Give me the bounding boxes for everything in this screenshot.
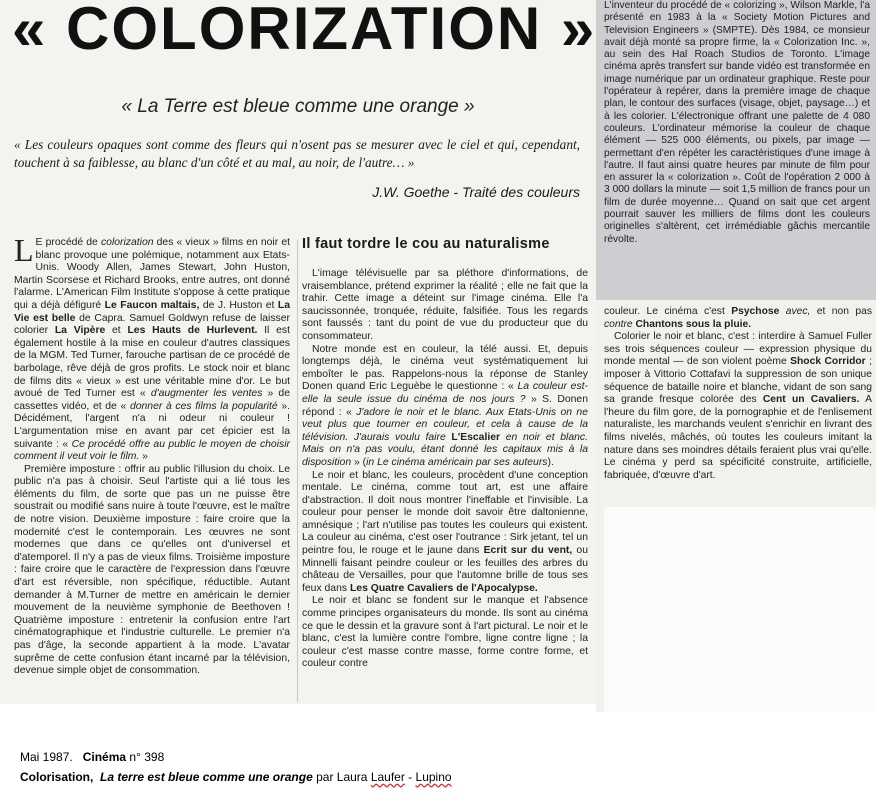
caption-line-2 <box>20 767 452 787</box>
film-title: L'Escalier <box>445 431 501 443</box>
column-1-paragraph-1 <box>14 232 291 464</box>
article-column-3 <box>604 306 872 482</box>
caption-dash: - <box>404 770 416 784</box>
text-run: de J. Huston et <box>199 299 278 311</box>
italic-run: contre <box>604 318 633 330</box>
text-run: ou Minnelli faisant peindre couleur or les feuilles des arbres du château de Versailles, pour que l'automne brille de tous ses feux dans <box>302 545 588 594</box>
text-run: Colorier le noir et blanc, c'est : interdire à Samuel Fuller ses trois séquences couleur — expression physique du monde mental — de son violent poème <box>604 331 872 368</box>
film-title: Le Faucon maltais, <box>104 299 200 311</box>
caption-line-1 <box>20 747 452 767</box>
film-title: La Vie est belle <box>14 299 291 324</box>
text-run: Il est également hostile à la mise en couleur d'autres classiques de la MGM. Ted Turner, farouche partisan de ce procédé de barbolage, rêve déjà de gros profits. Le stock noir et blanc de films dits « vieux » est une véritable mine d'or. Le but avoué de Ted Turner est « <box>14 325 290 400</box>
text-run: A l'heure du film gore, de la pornographie et de l'enlisement naturaliste, les marchands veulent s'enrichir en livrant des films nivelés, mâchés, où toutes les couleurs imitant la nature dans ses moindres détails feraient plus vrai qu'elle. Le cinéma y perd sa spécificité construite, artificielle, fabriquée, d'œuvre d'art. <box>604 394 873 481</box>
film-title: Cent un Cavaliers. <box>762 394 860 406</box>
italic-run: J'adore le noir et le blanc. Aux Etats-Unis on ne veut plus que tourner en couleur, et cela à cause de la télévision. J'aurais voulu faire <box>302 406 588 443</box>
italic-run: donner à ces films la popularité <box>129 400 278 412</box>
text-run: couleur. Le cinéma c'est <box>604 306 732 317</box>
column-2-paragraph-1: L'image télévisuelle par sa pléthore d'informations, de vraisemblance, prétend exprimer la réalité ; elle ne fait que la trahir. Cette image a déteint sur l'image cinéma. Elle l'a saucissonnée, tronquée, réduite, falsifiée. Tous les regards sont faussés : tant du point de vue du producteur que du consommateur. <box>302 268 588 342</box>
italic-run: colorization <box>100 237 154 248</box>
text-run: et non pas <box>810 306 872 317</box>
column-2-paragraph-2 <box>302 344 588 470</box>
film-title: Les Hauts de Hurlevent. <box>127 325 258 337</box>
caption-date: Mai 1987. <box>20 750 73 764</box>
section-title: Il faut tordre le cou au naturalisme <box>302 236 550 252</box>
italic-run: d'augmenter les ventes <box>150 388 263 400</box>
text-run: Notre monde est en couleur, la télé aussi. Et, depuis longtemps déjà, le cinéma veut systématiquement lui emboîter le pas. Rappelons-nous la réponse de Stanley Donen quand Eric Leguèbe le questionne : « <box>302 343 588 393</box>
italic-run: La couleur est-elle la seule issue du cinéma de nos jours ? <box>302 381 588 405</box>
text-run: et <box>105 325 128 337</box>
column-3-paragraph-1 <box>604 306 872 331</box>
film-title: Les Quatre Cavaliers de l'Apocalypse. <box>349 582 538 594</box>
caption-issue: n° 398 <box>126 750 165 764</box>
text-run: » ( <box>351 456 367 468</box>
text-run: ». Décidément, l'argent n'a ni odeur ni couleur ! L'argumentation mise en avant par cet épicier est la suivante : « <box>14 400 290 450</box>
text-run: de Capra. Samuel Goldwyn refuse de laisser colorier <box>14 312 290 337</box>
italic-run: en noir et blanc. Mais on n'a pas voulu, étant donné les capitaux mis à la disposition <box>302 431 588 468</box>
caption-magazine: Cinéma <box>82 750 127 764</box>
epigraph-quote: « Les couleurs opaques sont comme des fleurs qui n'osent pas se mesurer avec le ciel et qui, cependant, touchent à sa faiblesse, au blanc d'un côté et au mal, au noir, de l'autre… » <box>14 137 580 170</box>
italic-run: avec, <box>779 306 811 317</box>
text-run: » S. Donen répond : « <box>302 393 588 418</box>
caption-author-1: Laufer <box>370 770 405 784</box>
text-run: » <box>139 451 148 463</box>
caption-title: Colorisation, <box>20 770 94 784</box>
article-column-2 <box>302 268 588 671</box>
caption-by: par Laura <box>312 770 371 784</box>
film-title: Shock Corridor <box>790 356 866 368</box>
text-run: ; imposer à Vittorio Cottafavi la suppression de son unique séquence de bataille noire et blanche, vidant de son sang sa grande fresque colorée des <box>604 356 872 406</box>
text-run: ). <box>547 456 554 468</box>
article-subheadline: « La Terre est bleue comme une orange » <box>121 96 475 117</box>
italic-run: in Le cinéma américain par ses auteurs <box>366 456 548 468</box>
article-headline: « COLORIZATION » <box>12 0 597 62</box>
text-run: » de cassettes vidéo, et de « <box>14 388 290 412</box>
caption-author-2: Lupino <box>415 770 452 784</box>
caption-title-italic: La terre est bleue comme une orange <box>100 770 313 784</box>
column-1-paragraph-2: Première imposture : offrir au public l'illusion du choix. Le public n'a pas à choisir. Seul l'artiste qui a lié tous les éléments du film, de sorte que pas un ne puisse être soustrait ou modifié sans nuire à toute l'œuvre, est le maître de notre vision. Deuxième imposture : faire croire que la modernité c'est le contemporain. Les œuvres ne sont modernes que dans ce qu'elles ont d'universel et d'atemporel. Il n'y a pas de vieux films. Troisième imposture : faire croire que le caractère de l'expression dans l'œuvre d'art est réversible, non spécifique, réductible. Autant demander à M.Turner de mettre en américain le dernier mouvement de la neuvième symphonie de Beethoven ! Quatrième imposture : entretenir la confusion entre l'art cinématographique et l'industrie culturelle. Le premier n'a pas d'âge, la seconde appartient à la mode. L'avatar suprême de cette confusion étant incarné par la télévision, devenue simple objet de consommation. <box>14 463 290 677</box>
source-caption <box>20 747 452 787</box>
dropcap: L <box>14 232 34 268</box>
column-2-paragraph-3 <box>302 470 588 596</box>
text-run: des « vieux » films en noir et blanc provoque une polémique, notamment aux Etats-Unis. Woody Allen, James Stewart, John Huston, Martin Scorsese et Richard Brooks, entre autres, ont donné l'alarme. L'American Film Institute s'oppose à cette pratique qui a déjà défiguré <box>14 237 290 311</box>
column-divider <box>297 240 298 702</box>
text-run: E procédé de <box>35 237 101 248</box>
italic-run: Ce procédé offre au public le moyen de choisir comment il veut voir le film. <box>14 438 290 463</box>
text-run: Le noir et blanc, les couleurs, procèdent d'une conception mentale. Le cinéma, comme tout art, est une affaire d'abstraction. Il doit nous montrer l'ineffable et l'invisible. La couleur pour penser le monde doit savoir être daltonienne, amnésique ; l'art n'utilise pas toutes les couleurs qui existent. La couleur au cinéma, c'est oser l'outrance : Sirk jetant, tel un peintre fou, le rouge et le jaune dans <box>302 469 588 557</box>
column-3-paragraph-2 <box>604 331 872 482</box>
film-title: Ecrit sur du vent, <box>483 545 573 557</box>
sidebar-box-text: L'inventeur du procédé de « colorizing », Wilson Markle, l'a présenté en 1983 à la « Society Motion Pictures and Television Engineers » (SMPTE). Dès 1984, ce monsieur avait déjà monté sa propre firme, la « Colorization Inc. », au sein des Hal Roach Studios de Toronto. L'image cinéma après transfert sur bande vidéo est transformée en image numérique par un ordinateur graphique. Reste pour l'opérateur à repérer, dans la première image de chaque plan, le contour des surfaces (visage, objet, paysage…) et à les colorier. L'électronique offrant une palette de 4 080 couleurs. L'ordinateur mémorise la couleur de chaque élément — 525 000 éléments, ou pixels, par image — permettant d'en répéter les caractéristiques d'une image à l'autre. Il faut ainsi quatre heures par minute de film pour en assurer la « colorization ». Coût de l'opération 2 000 à 3 000 dollars la minute — soit 1,5 million de francs pour un film de durée moyenne… Quand on sait que cet argent pourrait sauver les milliers de films dont les couleurs originelles s'altèrent, cet irrémédiable gâchis mercantile révolte. <box>604 0 870 245</box>
blank-area <box>604 507 876 712</box>
epigraph-attribution: J.W. Goethe - Traité des couleurs <box>372 184 580 200</box>
article-column-1 <box>14 232 291 678</box>
film-title: Chantons sous la pluie. <box>632 318 752 330</box>
column-2-paragraph-4: Le noir et blanc se fondent sur le manque et l'absence comme principes organisateurs du monde. Ils sont au cinéma ce que le dessin et la gravure sont à l'art pictural. Le noir et le blanc, c'est la lumière contre l'ombre, ligne contre ligne ; la couleur c'est masse contre masse, forme contre forme, et couleur contre <box>302 595 588 670</box>
film-title: Psychose <box>731 306 780 317</box>
film-title: La Vipère <box>54 325 106 337</box>
